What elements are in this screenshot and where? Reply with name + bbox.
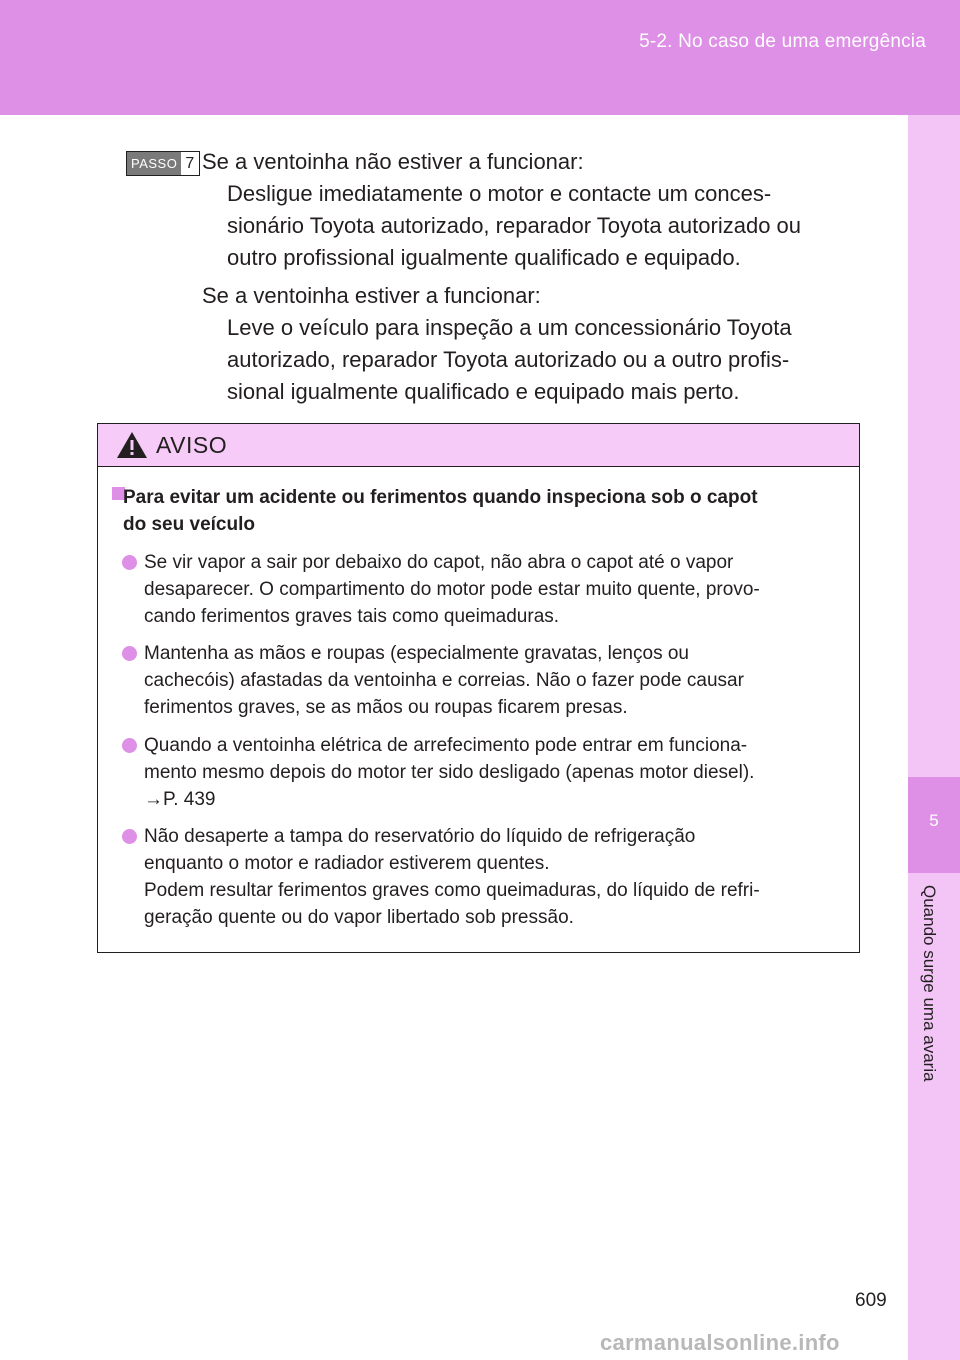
header-band [0,0,960,115]
bullet-line: Quando a ventoinha elétrica de arrefecimento pode entrar em funciona- [144,735,748,756]
bullet-dot-icon [122,823,140,850]
case1-line: outro profissional igualmente qualificado e equipado. [227,245,741,270]
bullet-line: ferimentos graves, se as mãos ou roupas ficarem presas. [144,697,628,718]
page-number: 609 [855,1290,887,1311]
case1-line: Desligue imediatamente o motor e contacte um conces- [227,181,772,206]
bullet-line: enquanto o motor e radiador estiverem quentes. [144,853,550,874]
page-reference: →P. 439 [144,789,216,810]
case1-line: sionário Toyota autorizado, reparador Toyota autorizado ou [227,213,802,238]
case2-line: autorizado, reparador Toyota autorizado ou a outro profis- [227,347,790,372]
bullet-line: Se vir vapor a sair por debaixo do capot, não abra o capot até o vapor [144,552,734,573]
chapter-label: Quando surge uma avaria [920,885,939,1082]
warning-title: AVISO [156,432,228,458]
step-badge-word: PASSO [127,152,181,175]
case2-line: Leve o veículo para inspeção a um concessionário Toyota [227,315,792,340]
bullet-line: Podem resultar ferimentos graves como queimaduras, do líquido de refri- [144,880,760,901]
watermark: carmanualsonline.info [600,1330,840,1355]
bullet-line: desaparecer. O compartimento do motor pode estar muito quente, provo- [144,579,760,600]
bullet-dot-icon [122,549,140,576]
warning-box [97,423,860,953]
case2-line: sional igualmente qualificado e equipado mais perto. [227,379,740,404]
side-tab [908,115,960,1360]
bullet-line: Não desaperte a tampa do reservatório do líquido de refrigeração [144,826,696,847]
warning-heading: Para evitar um acidente ou ferimentos quando inspeciona sob o capot [123,487,758,508]
warning-header [98,424,859,467]
chapter-number: 5 [929,811,939,830]
warning-triangle-icon [116,431,148,459]
section-title: 5-2. No caso de uma emergência [639,31,926,52]
bullet-line: geração quente ou do vapor libertado sob pressão. [144,907,574,928]
bullet-dot-icon [122,640,140,667]
bullet-line: Mantenha as mãos e roupas (especialmente gravatas, lenços ou [144,643,689,664]
case1-title: Se a ventoinha não estiver a funcionar: [202,149,584,174]
bullet-dot-icon [122,732,140,759]
step-badge [126,151,200,176]
case2-title: Se a ventoinha estiver a funcionar: [202,283,541,308]
step-badge-number: 7 [185,155,195,172]
bullet-line: cando ferimentos graves tais como queimaduras. [144,606,560,627]
bullet-line: mento mesmo depois do motor ter sido desligado (apenas motor diesel). [144,762,755,783]
bullet-line: cachecóis) afastadas da ventoinha e correias. Não o fazer pode causar [144,670,744,691]
warning-heading: do seu veículo [123,514,255,535]
